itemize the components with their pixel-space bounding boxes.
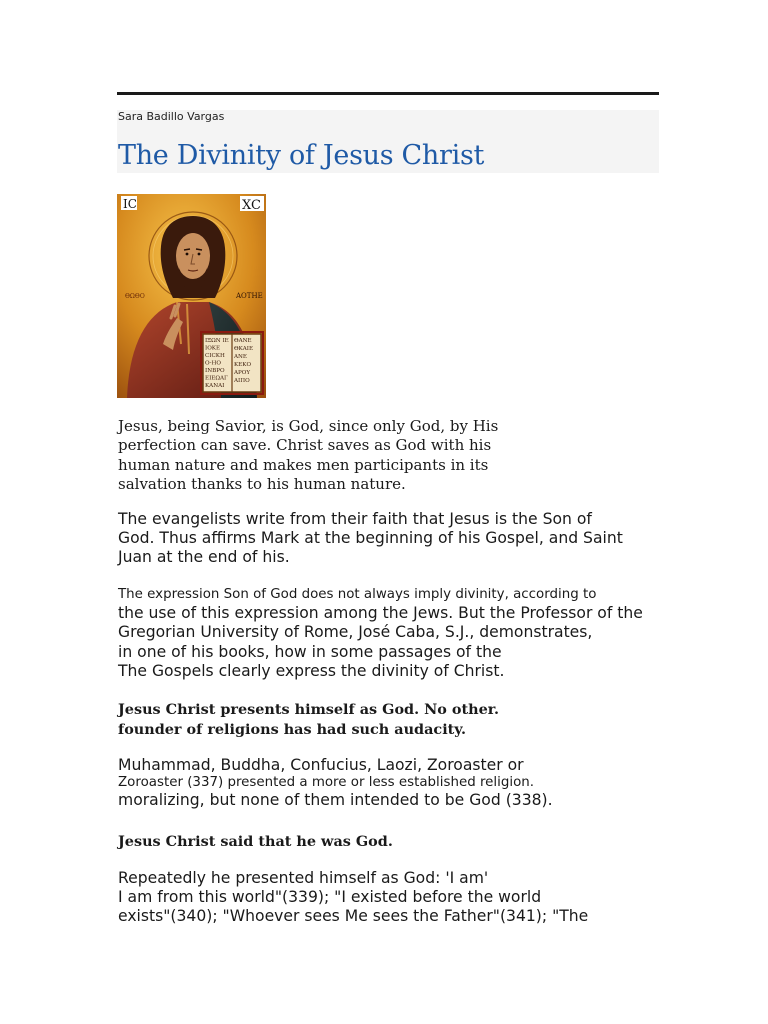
- top-rule: [117, 92, 659, 95]
- icon-book-left-line: ΙΞΩΝ ΙΕ: [205, 338, 229, 344]
- paragraph-line: The evangelists write from their faith that Jesus is the Son of: [118, 510, 592, 528]
- paragraph-line: Muhammad, Buddha, Confucius, Laozi, Zoroaster or: [118, 756, 524, 774]
- bold-statement-god: [118, 700, 499, 739]
- intro-line: perfection can save. Christ saves as God with his: [118, 436, 492, 455]
- paragraph-line: exists"(340); "Whoever sees Me sees the Father"(341); "The: [118, 907, 589, 926]
- icon-book-left-line: ΙΟΚΕ: [205, 345, 221, 352]
- paragraph-line: in one of his books, how in some passages of the: [118, 642, 502, 661]
- bold-line: Jesus Christ presents himself as God. No other.: [118, 701, 500, 718]
- icon-label-ic: IC: [123, 197, 137, 211]
- icon-book-right-line: ΑΙΠΟ: [234, 378, 250, 384]
- intro-line: human nature and makes men participants in its: [118, 455, 489, 474]
- bold-statement-said-god: [118, 832, 393, 852]
- author-name: Sara Badillo Vargas: [118, 110, 225, 123]
- i-am-paragraph: [118, 869, 588, 927]
- bold-line: founder of religions has had such audacity.: [118, 720, 467, 738]
- intro-line: salvation thanks to his human nature.: [118, 474, 406, 493]
- icon-book-left-line: ΚΑΝΑΙ: [205, 383, 225, 389]
- paragraph-line: Gregorian University of Rome, José Caba, S.J., demonstrates,: [118, 623, 593, 642]
- son-of-god-paragraph: [118, 585, 643, 681]
- intro-paragraph: [118, 417, 498, 494]
- icon-book-right-line: ΘΚΑΙΕ: [234, 346, 254, 352]
- paragraph-line: Juan at the end of his.: [118, 548, 290, 567]
- document-title: The Divinity of Jesus Christ: [118, 140, 485, 171]
- icon-book-right-line: ΑΡΟΥ: [234, 370, 251, 376]
- icon-book-right-line: ΘΑΝΕ: [234, 338, 252, 344]
- icon-side-text-left: ΘΩΘΟ: [125, 293, 145, 300]
- founders-paragraph: [118, 756, 553, 810]
- icon-label-xc: XC: [242, 198, 261, 213]
- paragraph-line: moralizing, but none of them intended to be God (338).: [118, 791, 553, 810]
- paragraph-line: The Gospels clearly express the divinity of Christ.: [118, 661, 505, 680]
- paragraph-line: God. Thus affirms Mark at the beginning of his Gospel, and Saint: [118, 529, 623, 548]
- icon-book-right-line: ΚΕΚΟ: [234, 362, 252, 368]
- evangelists-paragraph: [118, 510, 623, 568]
- paragraph-line: Repeatedly he presented himself as God: 'I am': [118, 869, 489, 887]
- paragraph-line-small: The expression Son of God does not always imply divinity, according to: [118, 587, 597, 602]
- icon-book-left-line: ΙΝΒΡΟ: [205, 368, 225, 374]
- icon-side-text-right: ΑΟΤΗΕ: [236, 292, 263, 300]
- paragraph-line: I am from this world"(339); "I existed before the world: [118, 888, 542, 907]
- icon-book-right-line: ΑΝΕ: [234, 354, 248, 360]
- paragraph-line: the use of this expression among the Jews. But the Professor of the: [118, 604, 643, 623]
- icon-book-left-line: Ο-ΗΟ: [205, 360, 221, 367]
- icon-book-left-line: ΕΙΕΩΑΓ: [205, 375, 228, 382]
- intro-line: Jesus, being Savior, is God, since only God, by His: [118, 417, 499, 435]
- christ-pantocrator-icon-image: [117, 194, 266, 398]
- paragraph-line-small: Zoroaster (337) presented a more or less established religion.: [118, 775, 535, 791]
- icon-book-left-line: CICKΗ: [205, 353, 225, 359]
- bold-line: Jesus Christ said that he was God.: [118, 833, 393, 850]
